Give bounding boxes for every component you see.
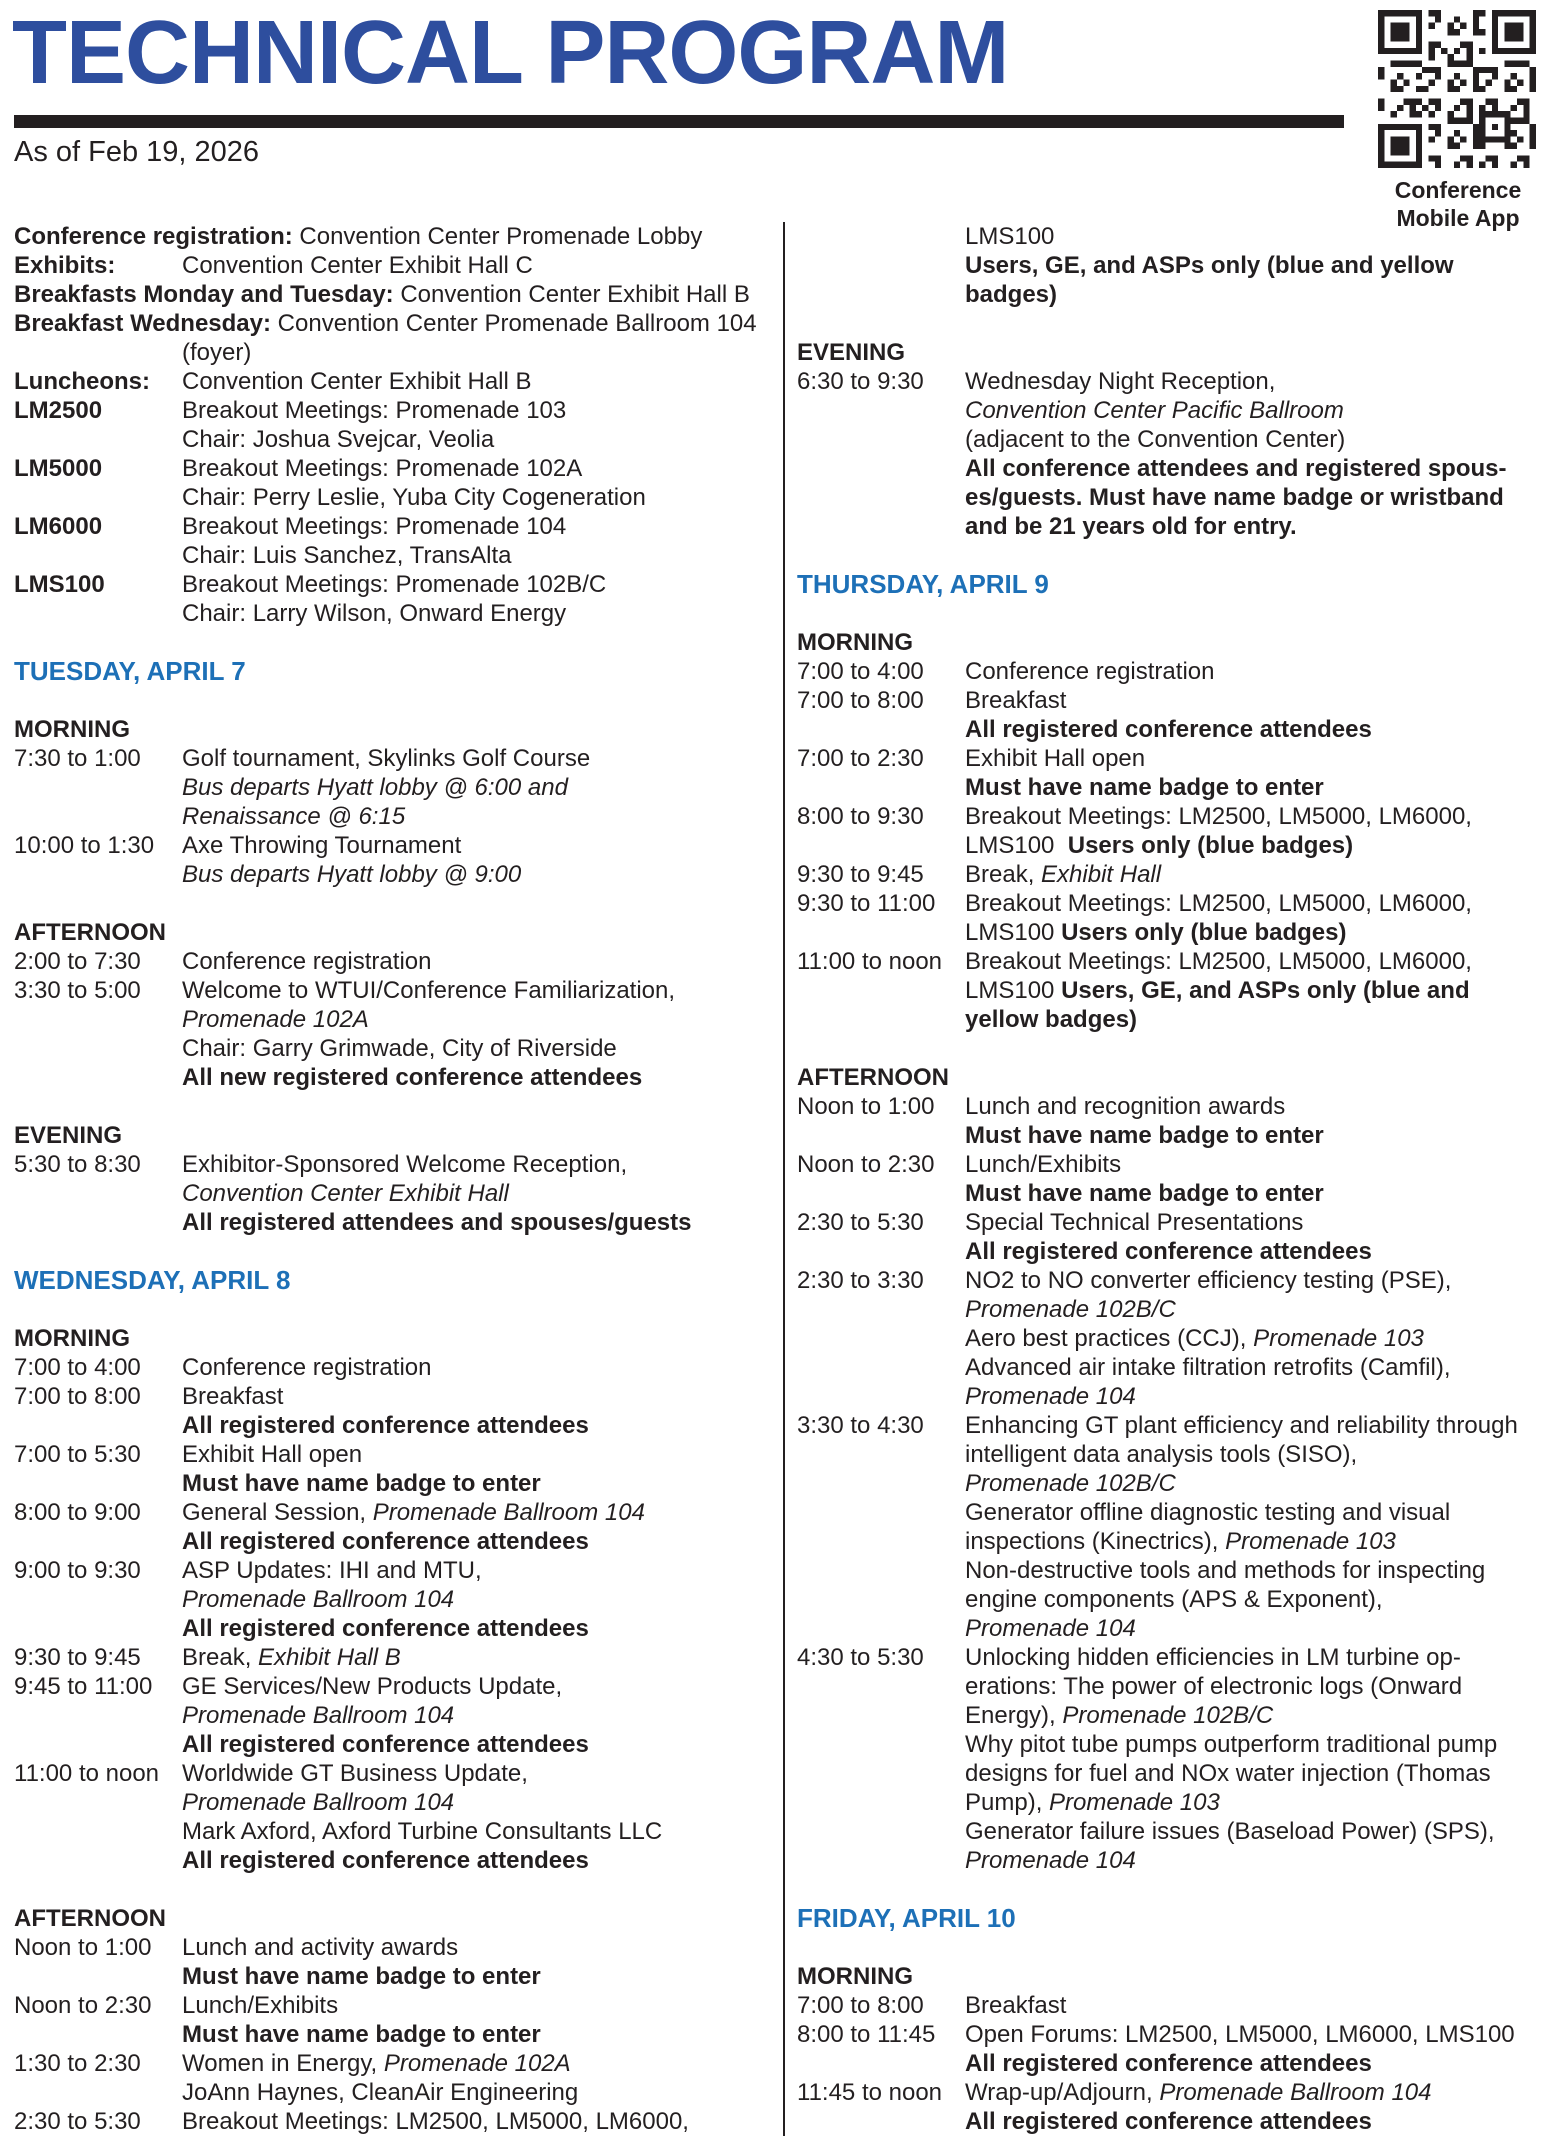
row-label: 2:00 to 7:30	[14, 948, 141, 975]
schedule-line	[797, 1295, 1568, 1324]
as-of-date: As of Feb 19, 2026	[14, 136, 260, 168]
day-heading: TUESDAY, APRIL 7	[14, 656, 246, 686]
text-segment: All registered conference attendees	[965, 1238, 1372, 1265]
row-label: 7:00 to 2:30	[797, 745, 924, 772]
schedule-line	[14, 483, 789, 512]
text-segment: Generator offline diagnostic testing and visual	[965, 1499, 1451, 1526]
schedule-line	[14, 1469, 789, 1498]
schedule-line	[14, 802, 789, 831]
schedule-line	[797, 483, 1568, 512]
schedule-line	[14, 1005, 789, 1034]
text-segment: intelligent data analysis tools (SISO),	[965, 1441, 1358, 1468]
schedule-line	[14, 251, 789, 280]
row-label: 7:00 to 4:00	[797, 658, 924, 685]
text-segment: Must have name badge to enter	[965, 1122, 1324, 1149]
text-segment: Convention Center Promenade Ballroom 104	[277, 310, 757, 337]
right-column	[797, 222, 1568, 2136]
schedule-line	[14, 570, 789, 599]
schedule-line	[797, 1092, 1568, 1121]
schedule-line	[14, 1817, 789, 1846]
text-segment: Promenade Ballroom 104	[182, 1586, 455, 1613]
schedule-line	[797, 512, 1568, 541]
text-segment: All registered conference attendees	[182, 1615, 589, 1642]
text-segment: All registered conference attendees	[965, 716, 1372, 743]
text-segment: Must have name badge to enter	[965, 774, 1324, 801]
schedule-line	[797, 802, 1568, 831]
text-segment: Must have name badge to enter	[182, 1470, 541, 1497]
text-segment: Promenade 102A	[383, 2050, 571, 2077]
schedule-line	[14, 222, 789, 251]
row-label: LMS100	[14, 571, 105, 598]
text-segment: Breakfast	[965, 687, 1067, 714]
text-segment: Convention Center Exhibit Hall B	[182, 368, 532, 395]
schedule-line	[797, 657, 1568, 686]
schedule-line	[14, 947, 789, 976]
schedule-line	[14, 1440, 789, 1469]
schedule-line	[14, 338, 789, 367]
row-label: 7:00 to 8:00	[797, 1992, 924, 2019]
text-segment: Breakfast	[965, 1992, 1067, 2019]
schedule-line	[14, 367, 789, 396]
text-segment: General Session,	[182, 1499, 373, 1526]
schedule-line	[14, 425, 789, 454]
schedule-line	[797, 1266, 1568, 1295]
schedule-line	[797, 251, 1568, 280]
text-segment: Bus departs Hyatt lobby @ 9:00	[182, 861, 522, 888]
text-segment: Must have name badge to enter	[965, 1180, 1324, 1207]
period-label: MORNING	[14, 716, 130, 743]
schedule-line	[14, 2049, 789, 2078]
row-label: 7:00 to 5:30	[14, 1441, 141, 1468]
row-label: 8:00 to 9:00	[14, 1499, 141, 1526]
text-segment: and be 21 years old for entry.	[965, 513, 1297, 540]
text-segment: Break,	[182, 1644, 259, 1671]
schedule-line	[797, 280, 1568, 309]
text-segment: Breakout Meetings: LM2500, LM5000, LM6000,	[965, 890, 1472, 917]
schedule-line	[797, 1817, 1568, 1846]
schedule-line	[14, 1962, 789, 1991]
schedule-line	[14, 1556, 789, 1585]
row-label: LM2500	[14, 397, 103, 424]
schedule-line	[797, 1208, 1568, 1237]
text-segment: Enhancing GT plant efficiency and reliability through	[965, 1412, 1518, 1439]
row-label: 2:30 to 5:30	[797, 1209, 924, 1236]
schedule-line	[797, 744, 1568, 773]
schedule-line	[797, 1788, 1568, 1817]
text-segment: Users, GE, and ASPs only (blue and	[1061, 977, 1470, 1004]
period-label: AFTERNOON	[14, 1905, 166, 1932]
row-label: LM6000	[14, 513, 103, 540]
schedule-line	[14, 1411, 789, 1440]
text-segment: Mark Axford, Axford Turbine Consultants LLC	[182, 1818, 663, 1845]
text-segment: Lunch/Exhibits	[182, 1992, 339, 2019]
text-segment: Breakfasts Monday and Tuesday:	[14, 281, 401, 308]
schedule-line	[797, 1469, 1568, 1498]
text-segment: Breakfast Wednesday:	[14, 310, 278, 337]
text-segment: yellow badges)	[965, 1006, 1138, 1033]
schedule-line	[14, 541, 789, 570]
text-segment: All registered conference attendees	[965, 2050, 1372, 2077]
text-segment: LMS100	[965, 977, 1062, 1004]
text-segment: Chair: Garry Grimwade, City of Riverside	[182, 1035, 617, 1062]
schedule-line	[14, 744, 789, 773]
period-label: AFTERNOON	[797, 1064, 949, 1091]
period-label: MORNING	[797, 1963, 913, 1990]
schedule-line	[797, 918, 1568, 947]
day-heading: THURSDAY, APRIL 9	[797, 569, 1049, 599]
row-label: 7:30 to 1:00	[14, 745, 141, 772]
text-segment: Exhibit Hall open	[965, 745, 1146, 772]
schedule-line	[14, 309, 789, 338]
text-segment: All registered conference attendees	[965, 2108, 1372, 2135]
text-segment: All registered attendees and spouses/guests	[182, 1209, 692, 1236]
text-segment: Bus departs Hyatt lobby @ 6:00 and	[182, 774, 568, 801]
text-segment: Lunch and recognition awards	[965, 1093, 1286, 1120]
schedule-line	[14, 280, 789, 309]
row-label: 9:30 to 9:45	[797, 861, 924, 888]
row-label: 1:30 to 2:30	[14, 2050, 141, 2077]
row-label: 2:30 to 3:30	[797, 1267, 924, 1294]
schedule-line	[797, 1237, 1568, 1266]
schedule-line	[14, 2078, 789, 2107]
text-segment: Aero best practices (CCJ),	[965, 1325, 1254, 1352]
schedule-line	[14, 599, 789, 628]
schedule-line	[797, 1672, 1568, 1701]
schedule-line	[797, 1150, 1568, 1179]
text-segment: Worldwide GT Business Update,	[182, 1760, 528, 1787]
text-segment: GE Services/New Products Update,	[182, 1673, 563, 1700]
text-segment: Wrap-up/Adjourn,	[965, 2079, 1160, 2106]
text-segment: Breakout Meetings: LM2500, LM5000, LM6000,	[965, 803, 1472, 830]
schedule-line	[797, 454, 1568, 483]
schedule-line	[797, 1701, 1568, 1730]
schedule-line	[797, 715, 1568, 744]
text-segment: Promenade 102B/C	[965, 1296, 1176, 1323]
row-label: Noon to 1:00	[797, 1093, 935, 1120]
text-segment: Pump),	[965, 1789, 1050, 1816]
text-segment: Breakout Meetings: Promenade 104	[182, 513, 567, 540]
schedule-line	[14, 976, 789, 1005]
text-segment: Promenade 102A	[182, 1006, 369, 1033]
schedule-line	[14, 2107, 789, 2136]
text-segment: All registered conference attendees	[182, 1847, 589, 1874]
schedule-line	[14, 512, 789, 541]
text-segment: Promenade Ballroom 104	[1159, 2079, 1432, 2106]
text-segment: LMS100	[965, 832, 1068, 859]
schedule-line	[797, 1991, 1568, 2020]
text-segment: Convention Center Exhibit Hall	[182, 1180, 509, 1207]
schedule-line	[14, 1179, 789, 1208]
text-segment: Breakout Meetings: LM2500, LM5000, LM6000,	[182, 2108, 689, 2135]
schedule-line	[14, 831, 789, 860]
text-segment: Promenade Ballroom 104	[182, 1702, 455, 1729]
text-segment: Promenade 102B/C	[1062, 1702, 1274, 1729]
text-segment: Promenade Ballroom 104	[182, 1789, 455, 1816]
row-label: 3:30 to 4:30	[797, 1412, 924, 1439]
text-segment: Users only (blue badges)	[1067, 832, 1354, 859]
text-segment: All registered conference attendees	[182, 1528, 589, 1555]
text-segment: engine components (APS & Exponent),	[965, 1586, 1383, 1613]
text-segment: Conference registration	[182, 1354, 432, 1381]
text-segment: Breakout Meetings: LM2500, LM5000, LM6000,	[965, 948, 1472, 975]
row-label: 9:00 to 9:30	[14, 1557, 141, 1584]
text-segment: Users, GE, and ASPs only (blue and yellow	[965, 252, 1454, 279]
schedule-line	[797, 2020, 1568, 2049]
text-segment: Special Technical Presentations	[965, 1209, 1304, 1236]
text-segment: Breakout Meetings: Promenade 103	[182, 397, 567, 424]
text-segment: ASP Updates: IHI and MTU,	[182, 1557, 482, 1584]
schedule-line	[797, 396, 1568, 425]
text-segment: Promenade 103	[1049, 1789, 1220, 1816]
schedule-line	[14, 1846, 789, 1875]
schedule-line	[14, 1498, 789, 1527]
row-label: 7:00 to 4:00	[14, 1354, 141, 1381]
schedule-line	[797, 831, 1568, 860]
text-segment: Generator failure issues (Baseload Power) (SPS),	[965, 1818, 1495, 1845]
text-segment: All new registered conference attendees	[182, 1064, 643, 1091]
text-segment: Must have name badge to enter	[182, 1963, 541, 1990]
schedule-line	[797, 1846, 1568, 1875]
text-segment: Conference registration	[182, 948, 432, 975]
text-segment: inspections (Kinectrics),	[965, 1528, 1226, 1555]
row-label: 11:45 to noon	[797, 2079, 943, 2106]
schedule-line	[14, 1034, 789, 1063]
row-label: 8:00 to 11:45	[797, 2021, 936, 2048]
schedule-line	[797, 1353, 1568, 1382]
text-segment: Convention Center Exhibit Hall C	[182, 252, 533, 279]
schedule-line	[797, 2049, 1568, 2078]
text-segment: Energy),	[965, 1702, 1063, 1729]
text-segment: Break,	[965, 861, 1042, 888]
page-title: TECHNICAL PROGRAM	[12, 3, 1009, 103]
schedule-line	[797, 773, 1568, 802]
schedule-line	[14, 1991, 789, 2020]
text-segment: Why pitot tube pumps outperform traditional pump	[965, 1731, 1498, 1758]
schedule-line	[797, 2078, 1568, 2107]
schedule-line	[14, 1614, 789, 1643]
text-segment: NO2 to NO converter efficiency testing (PSE),	[965, 1267, 1452, 1294]
schedule-line	[797, 976, 1568, 1005]
row-label: Exhibits:	[14, 252, 116, 279]
row-label: 9:45 to 11:00	[14, 1673, 153, 1700]
text-segment: Chair: Luis Sanchez, TransAlta	[182, 542, 512, 569]
text-segment: Chair: Joshua Svejcar, Veolia	[182, 426, 495, 453]
schedule-line	[14, 1208, 789, 1237]
schedule-line	[797, 1179, 1568, 1208]
text-segment: LMS100	[965, 919, 1062, 946]
text-segment: Welcome to WTUI/Conference Familiarization,	[182, 977, 676, 1004]
text-segment: (foyer)	[182, 339, 252, 366]
row-label: Noon to 1:00	[14, 1934, 152, 1961]
period-label: AFTERNOON	[14, 919, 166, 946]
text-segment: designs for fuel and NOx water injection (Thomas	[965, 1760, 1491, 1787]
text-segment: Non-destructive tools and methods for inspecting	[965, 1557, 1486, 1584]
text-segment: Exhibit Hall B	[258, 1644, 401, 1671]
row-label: Noon to 2:30	[797, 1151, 935, 1178]
row-label: LM5000	[14, 455, 103, 482]
text-segment: Conference registration:	[14, 223, 300, 250]
qr-caption-line1: Conference	[1394, 177, 1522, 203]
text-segment: Promenade 102B/C	[965, 1470, 1176, 1497]
row-label: 7:00 to 8:00	[797, 687, 924, 714]
text-segment: Golf tournament, Skylinks Golf Course	[182, 745, 591, 772]
schedule-line	[14, 1672, 789, 1701]
schedule-line	[797, 1411, 1568, 1440]
text-segment: All registered conference attendees	[182, 1731, 589, 1758]
schedule-line	[14, 1585, 789, 1614]
text-segment: Axe Throwing Tournament	[182, 832, 462, 859]
schedule-line	[14, 860, 789, 889]
row-label: 8:00 to 9:30	[797, 803, 924, 830]
row-label: 7:00 to 8:00	[14, 1383, 141, 1410]
text-segment: (adjacent to the Convention Center)	[965, 426, 1346, 453]
text-segment: Convention Center Exhibit Hall B	[400, 281, 750, 308]
text-segment: Promenade Ballroom 104	[372, 1499, 645, 1526]
schedule-line	[797, 425, 1568, 454]
text-segment: Convention Center Pacific Ballroom	[965, 397, 1344, 424]
schedule-line	[14, 1382, 789, 1411]
text-segment: Promenade 104	[965, 1383, 1136, 1410]
schedule-line	[797, 222, 1568, 251]
period-label: MORNING	[797, 629, 913, 656]
left-column	[14, 222, 789, 2136]
schedule-line	[14, 1759, 789, 1788]
text-segment: Lunch and activity awards	[182, 1934, 459, 1961]
text-segment: Breakout Meetings: Promenade 102B/C	[182, 571, 607, 598]
text-segment: Promenade 104	[965, 1847, 1136, 1874]
text-segment: Promenade 104	[965, 1615, 1136, 1642]
day-heading: WEDNESDAY, APRIL 8	[14, 1265, 291, 1295]
schedule-line	[797, 367, 1568, 396]
schedule-line	[797, 1730, 1568, 1759]
schedule-line	[14, 1701, 789, 1730]
schedule-line	[797, 889, 1568, 918]
schedule-line	[797, 1527, 1568, 1556]
row-label: 9:30 to 9:45	[14, 1644, 141, 1671]
row-label: Luncheons:	[14, 368, 150, 395]
text-segment: Promenade 103	[1253, 1325, 1424, 1352]
row-label: 5:30 to 8:30	[14, 1151, 141, 1178]
text-segment: LMS100	[965, 223, 1055, 250]
schedule-line	[14, 1643, 789, 1672]
qr-code	[1378, 10, 1536, 168]
schedule-line	[797, 686, 1568, 715]
text-segment: Users only (blue badges)	[1061, 919, 1347, 946]
text-segment: Exhibitor-Sponsored Welcome Reception,	[182, 1151, 628, 1178]
text-segment: Women in Energy,	[182, 2050, 384, 2077]
schedule-line	[14, 454, 789, 483]
period-label: EVENING	[797, 339, 906, 366]
schedule-line	[14, 2020, 789, 2049]
schedule-line	[797, 1005, 1568, 1034]
row-label: 6:30 to 9:30	[797, 368, 924, 395]
text-segment: JoAnn Haynes, CleanAir Engineering	[182, 2079, 579, 2106]
row-label: Noon to 2:30	[14, 1992, 152, 2019]
text-segment: erations: The power of electronic logs (Onward	[965, 1673, 1463, 1700]
schedule-line	[797, 1556, 1568, 1585]
row-label: 9:30 to 11:00	[797, 890, 936, 917]
text-segment: Unlocking hidden efficiencies in LM turbine op-	[965, 1644, 1461, 1671]
text-segment: Open Forums: LM2500, LM5000, LM6000, LMS100	[965, 2021, 1515, 2048]
text-segment: Breakfast	[182, 1383, 284, 1410]
text-segment: Lunch/Exhibits	[965, 1151, 1122, 1178]
text-segment: Exhibit Hall	[1041, 861, 1162, 888]
row-label: 3:30 to 5:00	[14, 977, 141, 1004]
row-label: 4:30 to 5:30	[797, 1644, 924, 1671]
text-segment: Must have name badge to enter	[182, 2021, 541, 2048]
qr-caption-line2: Mobile App	[1396, 205, 1520, 231]
schedule-line	[797, 1759, 1568, 1788]
schedule-line	[797, 1382, 1568, 1411]
row-label: 11:00 to noon	[797, 948, 943, 975]
schedule-line	[14, 1150, 789, 1179]
schedule-line	[14, 1730, 789, 1759]
schedule-line	[797, 1121, 1568, 1150]
text-segment: All registered conference attendees	[182, 1412, 589, 1439]
period-label: MORNING	[14, 1325, 130, 1352]
day-heading: FRIDAY, APRIL 10	[797, 1903, 1016, 1933]
schedule-line	[797, 947, 1568, 976]
text-segment: Advanced air intake filtration retrofits (Camfil),	[965, 1354, 1451, 1381]
text-segment: Chair: Larry Wilson, Onward Energy	[182, 600, 567, 627]
row-label: 11:00 to noon	[14, 1760, 160, 1787]
schedule-line	[14, 773, 789, 802]
text-segment: badges)	[965, 281, 1058, 308]
schedule-line	[797, 1440, 1568, 1469]
text-segment: Exhibit Hall open	[182, 1441, 363, 1468]
schedule-line	[14, 1933, 789, 1962]
text-segment: es/guests. Must have name badge or wristband	[965, 484, 1504, 511]
text-segment: Chair: Perry Leslie, Yuba City Cogeneration	[182, 484, 646, 511]
title-rule	[14, 115, 1344, 128]
row-label: 2:30 to 5:30	[14, 2108, 141, 2135]
text-segment: Conference registration	[965, 658, 1215, 685]
schedule-line	[14, 1063, 789, 1092]
text-segment: Convention Center Promenade Lobby	[299, 223, 703, 250]
schedule-line	[14, 1353, 789, 1382]
text-segment: Wednesday Night Reception,	[965, 368, 1276, 395]
schedule-line	[797, 2107, 1568, 2136]
text-segment: All conference attendees and registered spous-	[965, 455, 1507, 482]
text-segment: Breakout Meetings: Promenade 102A	[182, 455, 583, 482]
schedule-line	[797, 1643, 1568, 1672]
text-segment: Renaissance @ 6:15	[182, 803, 406, 830]
text-segment: Promenade 103	[1225, 1528, 1396, 1555]
schedule-line	[14, 396, 789, 425]
row-label: 10:00 to 1:30	[14, 832, 155, 859]
schedule-line	[797, 1324, 1568, 1353]
schedule-line	[14, 1788, 789, 1817]
period-label: EVENING	[14, 1122, 123, 1149]
schedule-line	[797, 1498, 1568, 1527]
schedule-line	[797, 1585, 1568, 1614]
schedule-line	[797, 1614, 1568, 1643]
schedule-line	[14, 1527, 789, 1556]
schedule-line	[797, 860, 1568, 889]
